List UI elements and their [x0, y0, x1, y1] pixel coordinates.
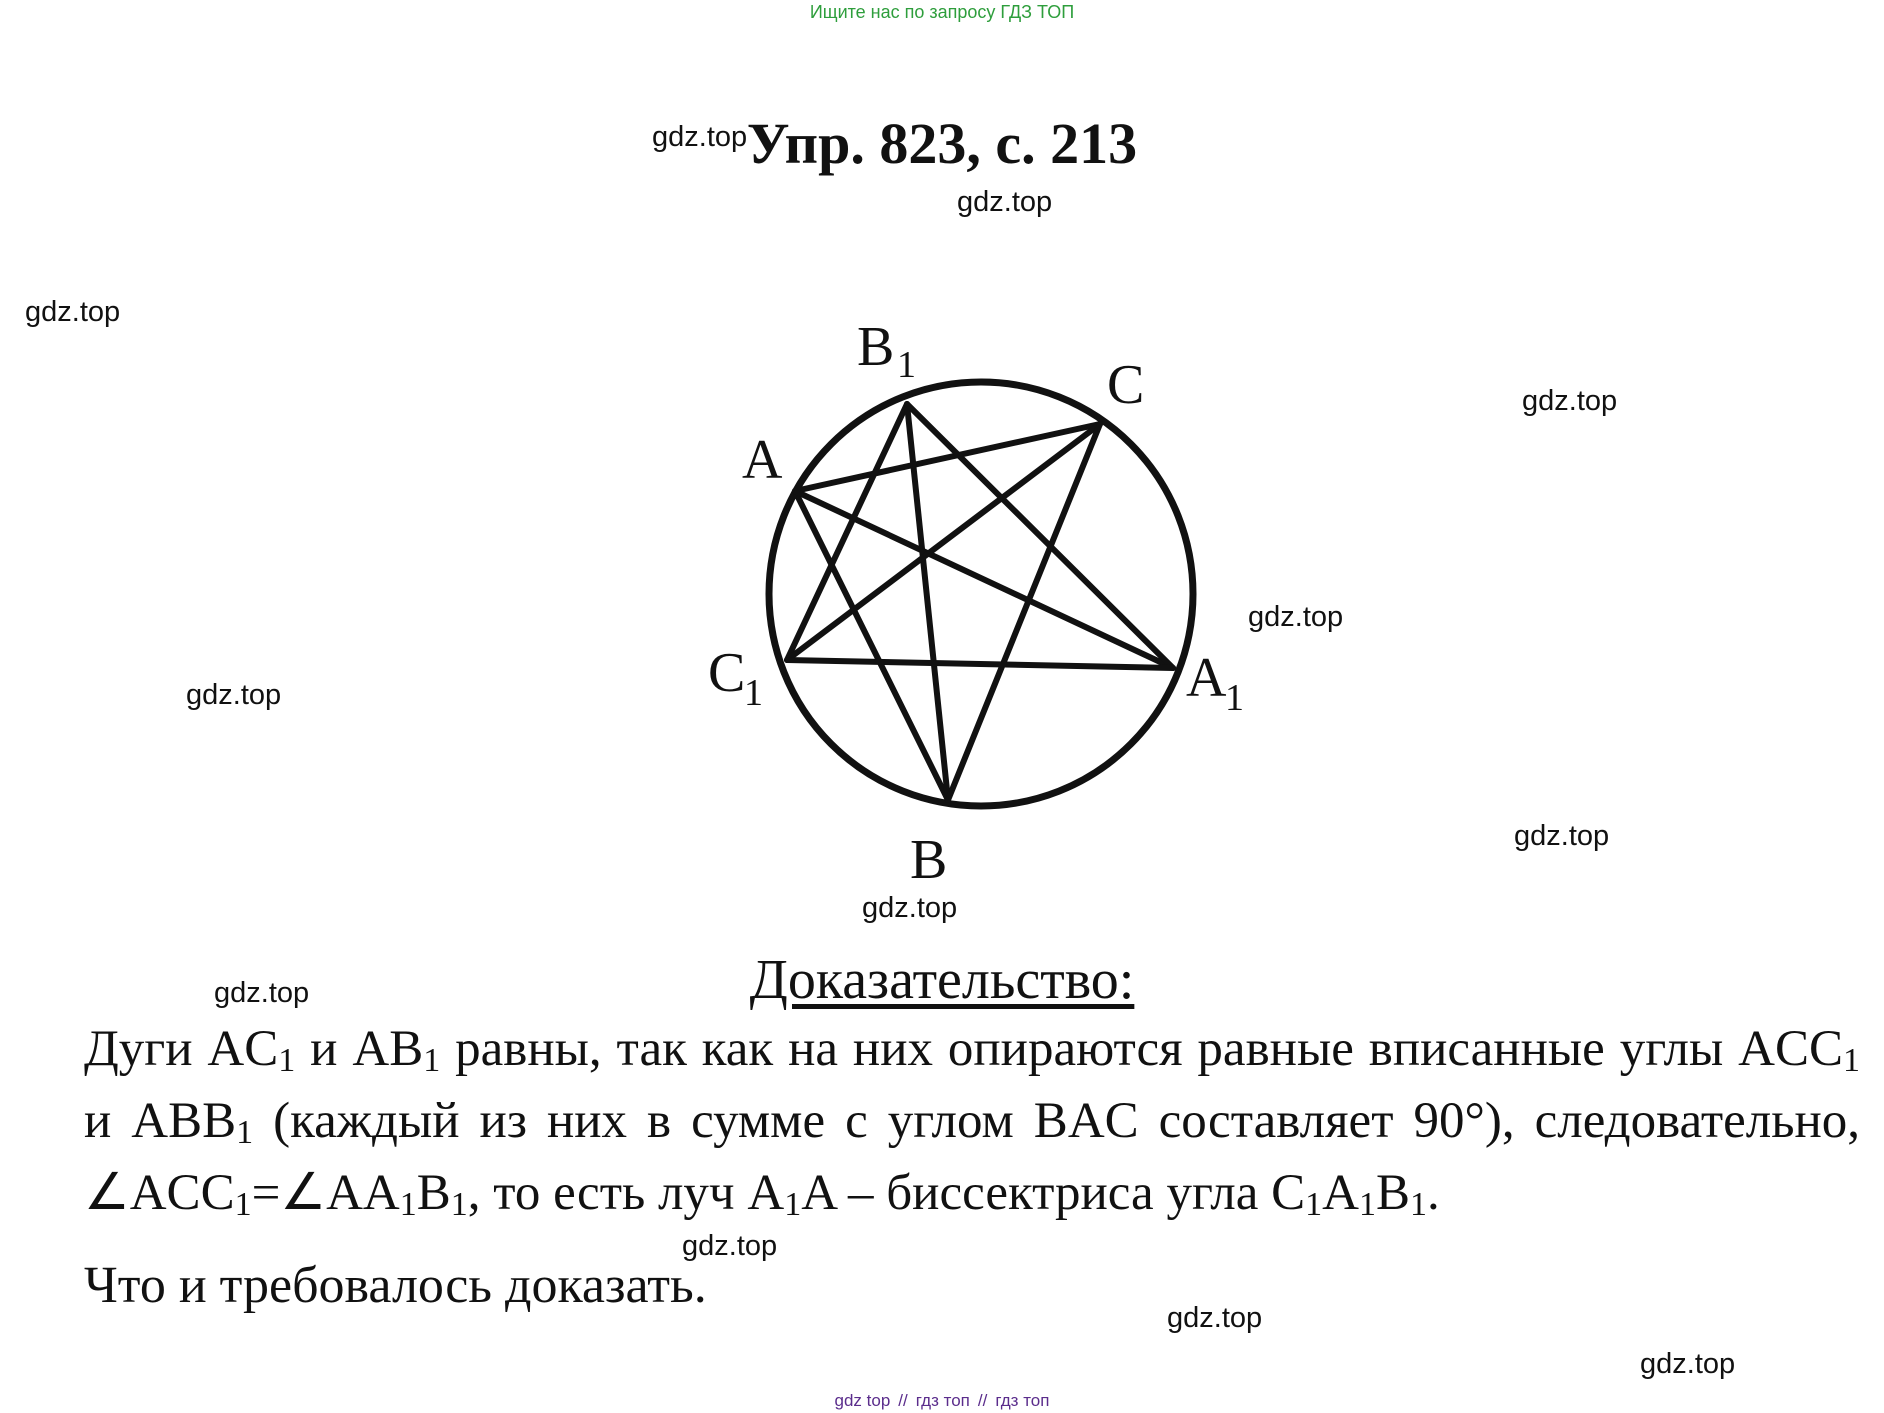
- watermark: gdz.top: [1248, 601, 1344, 633]
- watermark: gdz.top: [1522, 385, 1618, 417]
- angle-label: ACC: [1738, 1021, 1844, 1077]
- label-b1: B: [857, 316, 895, 378]
- watermark: gdz.top: [186, 679, 282, 711]
- watermark: gdz.top: [862, 892, 958, 924]
- label-a: A: [742, 429, 783, 491]
- footer-separator: //: [977, 1391, 988, 1410]
- subscript: 1: [278, 1042, 296, 1079]
- chords: [787, 404, 1173, 800]
- watermark: gdz.top: [957, 186, 1053, 218]
- subscript: 1: [1410, 1186, 1428, 1223]
- segment-label: AC: [207, 1021, 279, 1077]
- label-c1-sub: 1: [744, 672, 763, 714]
- proof-text-segment: Дуги: [84, 1021, 208, 1077]
- subscript: 1: [784, 1186, 802, 1223]
- point-label: B: [1375, 1165, 1411, 1221]
- angle-label: ∠ACC: [84, 1165, 235, 1221]
- label-b: B: [910, 829, 948, 880]
- angle-label: ABB: [131, 1093, 237, 1149]
- watermark: gdz.top: [214, 977, 310, 1009]
- footer-link[interactable]: гдз топ: [915, 1391, 970, 1410]
- segment-a-b: [795, 491, 948, 800]
- label-c: C: [1107, 354, 1145, 416]
- subscript: 1: [423, 1042, 441, 1079]
- proof-text-segment: и: [295, 1021, 353, 1077]
- subscript: 1: [1843, 1042, 1861, 1079]
- watermark: gdz.top: [682, 1230, 778, 1262]
- page-title: Упр. 823, с. 213: [746, 111, 1138, 176]
- proof-text-segment: , то есть луч: [467, 1165, 748, 1221]
- label-c1: C: [708, 642, 746, 704]
- footer-links: [0, 1391, 1884, 1411]
- subscript: 1: [234, 1186, 252, 1223]
- subscript: 1: [450, 1186, 468, 1223]
- proof-text-segment: (каждый из них в сумме с углом BAC составляет 90°), следовательно,: [253, 1093, 1861, 1149]
- label-a1: A: [1186, 647, 1227, 709]
- footer-separator: //: [898, 1391, 908, 1410]
- watermark: gdz.top: [652, 121, 748, 153]
- segment-c1-a1: [787, 660, 1173, 668]
- footer-link[interactable]: гдз топ: [995, 1391, 1050, 1410]
- point-label: B: [416, 1165, 451, 1221]
- segment-label: AB: [352, 1021, 424, 1077]
- label-a1-sub: 1: [1225, 677, 1244, 719]
- watermark: gdz.top: [1640, 1348, 1736, 1380]
- conclusion: Что и требовалось доказать.: [84, 1257, 707, 1314]
- proof-text-segment: равны, так как на них опираются равные вписанные углы: [440, 1021, 1739, 1077]
- watermark: gdz.top: [1514, 820, 1610, 852]
- proof-text: [84, 1013, 1860, 1229]
- angle-label: ∠AA: [280, 1165, 400, 1221]
- point-label: C: [1271, 1165, 1306, 1221]
- proof-end-period: .: [1427, 1165, 1440, 1221]
- point-label: A: [801, 1165, 836, 1221]
- watermark: gdz.top: [1167, 1302, 1263, 1334]
- subscript: 1: [1358, 1186, 1376, 1223]
- proof-text-segment: и: [84, 1093, 132, 1149]
- proof-heading: Доказательство:: [749, 949, 1135, 1011]
- subscript: 1: [1305, 1186, 1323, 1223]
- label-b1-sub: 1: [897, 344, 916, 386]
- subscript: 1: [236, 1114, 254, 1151]
- point-label: A: [747, 1165, 785, 1221]
- equals-sign: =: [251, 1165, 281, 1221]
- footer-link[interactable]: gdz top: [834, 1391, 891, 1410]
- geometry-figure: [680, 300, 1280, 880]
- watermark: gdz.top: [25, 296, 121, 328]
- top-note: Ищите нас по запросу ГДЗ ТОП: [809, 2, 1075, 22]
- subscript: 1: [399, 1186, 417, 1223]
- circumcircle: [769, 382, 1193, 806]
- point-label: A: [1322, 1165, 1359, 1221]
- proof-text-segment: – биссектриса угла: [835, 1165, 1272, 1221]
